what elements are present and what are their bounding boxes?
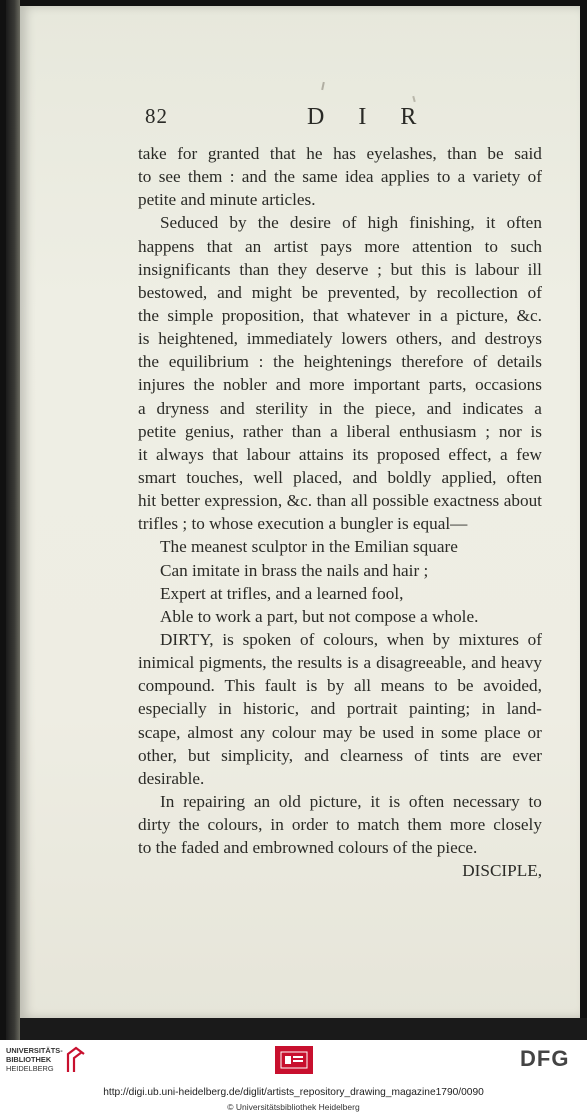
text-line: trifles ; to whose execution a bungler is equal— xyxy=(138,514,468,534)
text-line: dirty the colours, in order to match them more closely xyxy=(138,815,542,835)
viewer-footer xyxy=(0,1040,587,1113)
text-line: insignificants than they deserve ; but this is labour ill xyxy=(138,259,542,279)
text-line: smart touches, well placed, and boldly applied, often xyxy=(138,467,542,487)
text-line: injures the nobler and more important parts, occasions xyxy=(138,375,542,395)
text-line: it always that labour attains its proposed effect, a few xyxy=(138,444,542,464)
text-line: especially in historic, and portrait painting; in land- xyxy=(138,699,542,719)
text-line: desirable. xyxy=(138,768,205,788)
digitization-seal-icon xyxy=(275,1046,313,1074)
text-line: Seduced by the desire of high finishing, it often xyxy=(160,213,542,233)
permalink[interactable]: http://digi.ub.uni-heidelberg.de/diglit/artists_repository_drawing_magazine1790/0090 xyxy=(103,1087,484,1098)
text-line: scape, almost any colour may be used in some place or xyxy=(138,722,542,742)
university-emblem-icon xyxy=(64,1046,86,1074)
page-shadow xyxy=(20,1018,587,1040)
text-line: hit better expression, &c. than all possible exactness about xyxy=(138,491,542,511)
university-name: UNIVERSITÄTS- BIBLIOTHEK HEIDELBERG xyxy=(6,1046,63,1073)
text-line: petite genius, rather than a liberal enthusiasm ; nor is xyxy=(138,421,542,441)
university-logo[interactable] xyxy=(6,1044,88,1080)
verse-line: Can imitate in brass the nails and hair ; xyxy=(160,560,429,580)
text-line: inimical pigments, the results is a disagreeable, and heavy xyxy=(138,653,542,673)
text-line: DIRTY, is spoken of colours, when by mixtures of xyxy=(160,629,542,649)
catchword: DISCIPLE, xyxy=(462,861,542,881)
copyright-notice: © Universitätsbibliothek Heidelberg xyxy=(227,1102,360,1112)
pencil-mark xyxy=(412,96,415,102)
text-line: take for granted that he has eyelashes, than be said xyxy=(138,144,542,163)
text-line: In repairing an old picture, it is often necessary to xyxy=(160,791,542,811)
dfg-logo[interactable]: DFG xyxy=(520,1046,570,1071)
verse-line: Able to work a part, but not compose a whole. xyxy=(160,606,479,626)
text-line: other, but simplicity, and clearness of tints are ever xyxy=(138,745,542,765)
text-line: to see them : and the same idea applies to a variety of xyxy=(138,167,542,187)
text-line: is heightened, immediately lowers others, and destroys xyxy=(138,329,542,349)
text-line: compound. This fault is by all means to be avoided, xyxy=(138,676,542,696)
page-text xyxy=(138,142,542,883)
book-gutter xyxy=(6,0,20,1040)
text-line: petite and minute articles. xyxy=(138,190,316,210)
verse-line: The meanest sculptor in the Emilian square xyxy=(160,537,458,557)
text-line: bestowed, and might be prevented, by recollection of xyxy=(138,282,542,302)
verse-line: Expert at trifles, and a learned fool, xyxy=(160,583,404,603)
text-line: the simple proposition, that whatever in a picture, &c. xyxy=(138,305,542,325)
text-line: happens that an artist pays more attention to such xyxy=(138,236,542,256)
running-head-title: D I R xyxy=(307,104,431,130)
running-head xyxy=(145,104,545,132)
pencil-mark xyxy=(321,82,325,90)
text-line: the equilibrium : the heightenings therefore of details xyxy=(138,352,542,372)
text-line: a dryness and sterility in the piece, and indicates a xyxy=(138,398,542,418)
page-number: 82 xyxy=(145,104,168,128)
text-line: to the faded and embrowned colours of the piece. xyxy=(138,838,478,858)
